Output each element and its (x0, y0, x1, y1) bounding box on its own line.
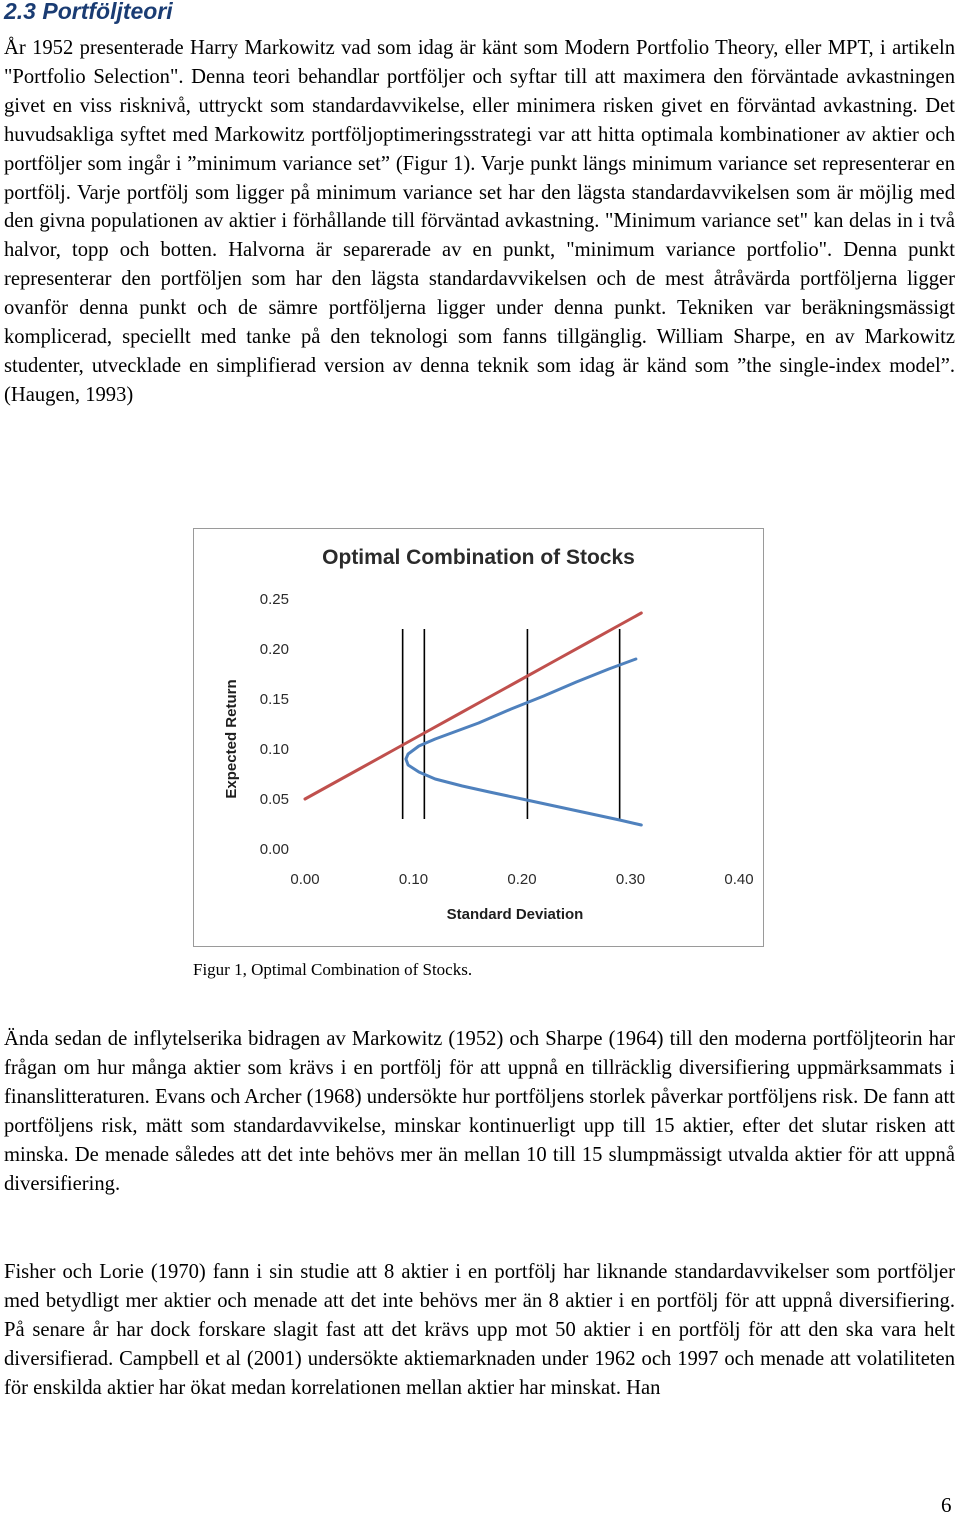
minimum-variance-curve (406, 659, 641, 825)
y-tick-label: 0.10 (259, 741, 289, 758)
x-tick-label: 0.40 (724, 871, 754, 888)
y-tick-label: 0.00 (259, 841, 289, 858)
y-axis-label: Expected Return (223, 679, 240, 799)
y-tick-label: 0.05 (259, 791, 289, 808)
x-tick-label: 0.10 (398, 871, 429, 888)
efficient-frontier-chart (193, 528, 764, 947)
x-tick-label: 0.00 (290, 871, 320, 888)
x-axis-label: Standard Deviation (446, 906, 584, 923)
section-heading: 2.3 Portföljteori (4, 0, 173, 24)
paragraph-diversification: Ända sedan de inflytelserika bidragen av Markowitz (1952) och Sharpe (1964) till den moderna portföljteorin har frågan om hur många aktier som krävs i en portfölj för att uppnå en tillräcklig diversifiering uppmärksammats i finanslitteraturen. Evans och Archer (1968) undersökte hur portföljens storlek påverkar portföljens risk. De fann att portföljens risk, mätt som standardavvikelse, minskar kontinuerligt upp till 15 aktier, efter det slutar risken att minska. De menade således att det inte behövs mer än mellan 10 till 15 slumpmässigt utvalda aktier för att uppnå diversifiering. (4, 1028, 955, 1195)
figure-caption: Figur 1, Optimal Combination of Stocks. (193, 960, 473, 979)
chart-title: Optimal Combination of Stocks (322, 546, 635, 569)
page-number: 6 (941, 1493, 952, 1517)
y-tick-label: 0.20 (259, 641, 289, 658)
x-tick-label: 0.30 (615, 871, 646, 888)
y-tick-label: 0.25 (259, 591, 289, 608)
paragraph-fisher-lorie: Fisher och Lorie (1970) fann i sin studie att 8 aktier i en portfölj har liknande standardavvikelser som portföljer med betydligt mer aktier och menade att det inte behövs mer än 8 aktier i en portfölj för att uppnå diversifiering. På senare år har dock forskare slagit fast att det krävs upp mot 50 aktier i en portfölj för att den ska vara helt diversifierad. Campbell et al (2001) undersökte aktiemarknaden under 1962 och 1997 och menade att volatiliteten för enskilda aktier har ökat medan korrelationen mellan aktier har minskat. Han (4, 1261, 955, 1399)
paragraph-markowitz: År 1952 presenterade Harry Markowitz vad som idag är känt som Modern Portfolio Theory, eller MPT, i artikeln "Portfolio Selection". Denna teori behandlar portföljer och syftar till att maximera den förväntade avkastningen givet en viss risknivå, uttryckt som standardavvikelse, eller minimera risken givet en förväntad avkastning. Det huvudsakliga syftet med Markowitz portföljoptimeringsstrategi var att hitta optimala kombinationer av aktier och portföljer som ingår i ”minimum variance set” (Figur 1). Varje punkt längs minimum variance set representerar en portfölj. Varje portfölj som ligger på minimum variance set har den lägsta standardavvikelsen som är möjlig med den givna populationen av aktier i förhållande till förväntad avkastning. "Minimum variance set" kan delas in i två halvor, topp och botten. Halvorna är separerade av en punkt, "minimum variance portfolio". Denna punkt representerar den portföljen som har den lägsta standardavvikelsen och de mest åtråvärda portföljerna ligger ovanför denna punkt och de sämre portföljerna ligger under denna punkt. Tekniken var beräkningsmässigt komplicerad, speciellt med tanke på den teknologi som fanns tillgänglig. William Sharpe, en av Markowitz studenter, utvecklade en simplifierad version av denna teknik som idag är känd som ”the single-index model”. (Haugen, 1993) (4, 37, 955, 406)
chart-plot (194, 529, 765, 948)
x-tick-label: 0.20 (507, 871, 537, 888)
y-tick-label: 0.15 (259, 691, 289, 708)
capital-market-line (305, 613, 641, 799)
